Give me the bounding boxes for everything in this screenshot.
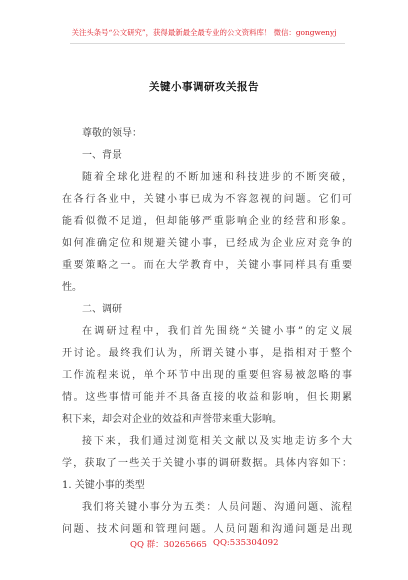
section-heading-background: 一、背景 — [82, 150, 122, 161]
paragraph-line: 性。 — [62, 282, 82, 293]
header-banner: 关注头条号“公文研究”，获得最新最全最专业的公文资料库！ 微信：gongwenyj — [71, 28, 337, 37]
paragraph-line: 重要策略之一。而在大学教育中，关键小事同样具有重要 — [62, 260, 352, 271]
document-title: 关键小事调研攻关报告 — [149, 81, 259, 93]
qq-group-number: QQ 群：30265665 — [130, 540, 207, 550]
paragraph-line: 在调研过程中，我们首先围绕“关键小事”的定义展 — [82, 326, 352, 337]
paragraph-line: 随着全球化进程的不断加速和科技进步的不断突破， — [82, 172, 352, 183]
salutation: 尊敬的领导： — [82, 128, 142, 139]
qq-number: QQ:535304092 — [213, 538, 279, 548]
paragraph-line: 开讨论。最终我们认为，所谓关键小事，是指相对于整个 — [62, 348, 352, 359]
subsection-heading: 1. 关键小事的类型 — [62, 480, 145, 491]
paragraph-line: 如何准确定位和规避关键小事，已经成为企业应对竞争的 — [62, 238, 352, 249]
paragraph-line: 情。这些事情可能并不具备直接的收益和影响，但长期累 — [62, 392, 352, 403]
paragraph-line: 我们将关键小事分为五类：人员问题、沟通问题、流程 — [82, 502, 352, 513]
footer — [0, 538, 408, 552]
paragraph-line: 学，获取了一些关于关键小事的调研数据。具体内容如下： — [62, 458, 352, 469]
paragraph-line: 能看似微不足道，但却能够严重影响企业的经营和形象。 — [62, 216, 352, 227]
paragraph-line: 工作流程来说，单个环节中出现的重要但容易被忽略的事 — [62, 370, 352, 381]
header-divider — [70, 43, 345, 44]
section-heading-research: 二、调研 — [82, 304, 122, 315]
paragraph-line: 积下来，却会对企业的效益和声誉带来重大影响。 — [62, 414, 282, 425]
paragraph-line: 在各行各业中，关键小事已成为不容忽视的问题。它们可 — [62, 194, 352, 205]
paragraph-line: 问题、技术问题和管理问题。人员问题和沟通问题是出现 — [62, 524, 352, 535]
paragraph-line: 接下来，我们通过浏览相关文献以及实地走访多个大 — [82, 436, 352, 447]
